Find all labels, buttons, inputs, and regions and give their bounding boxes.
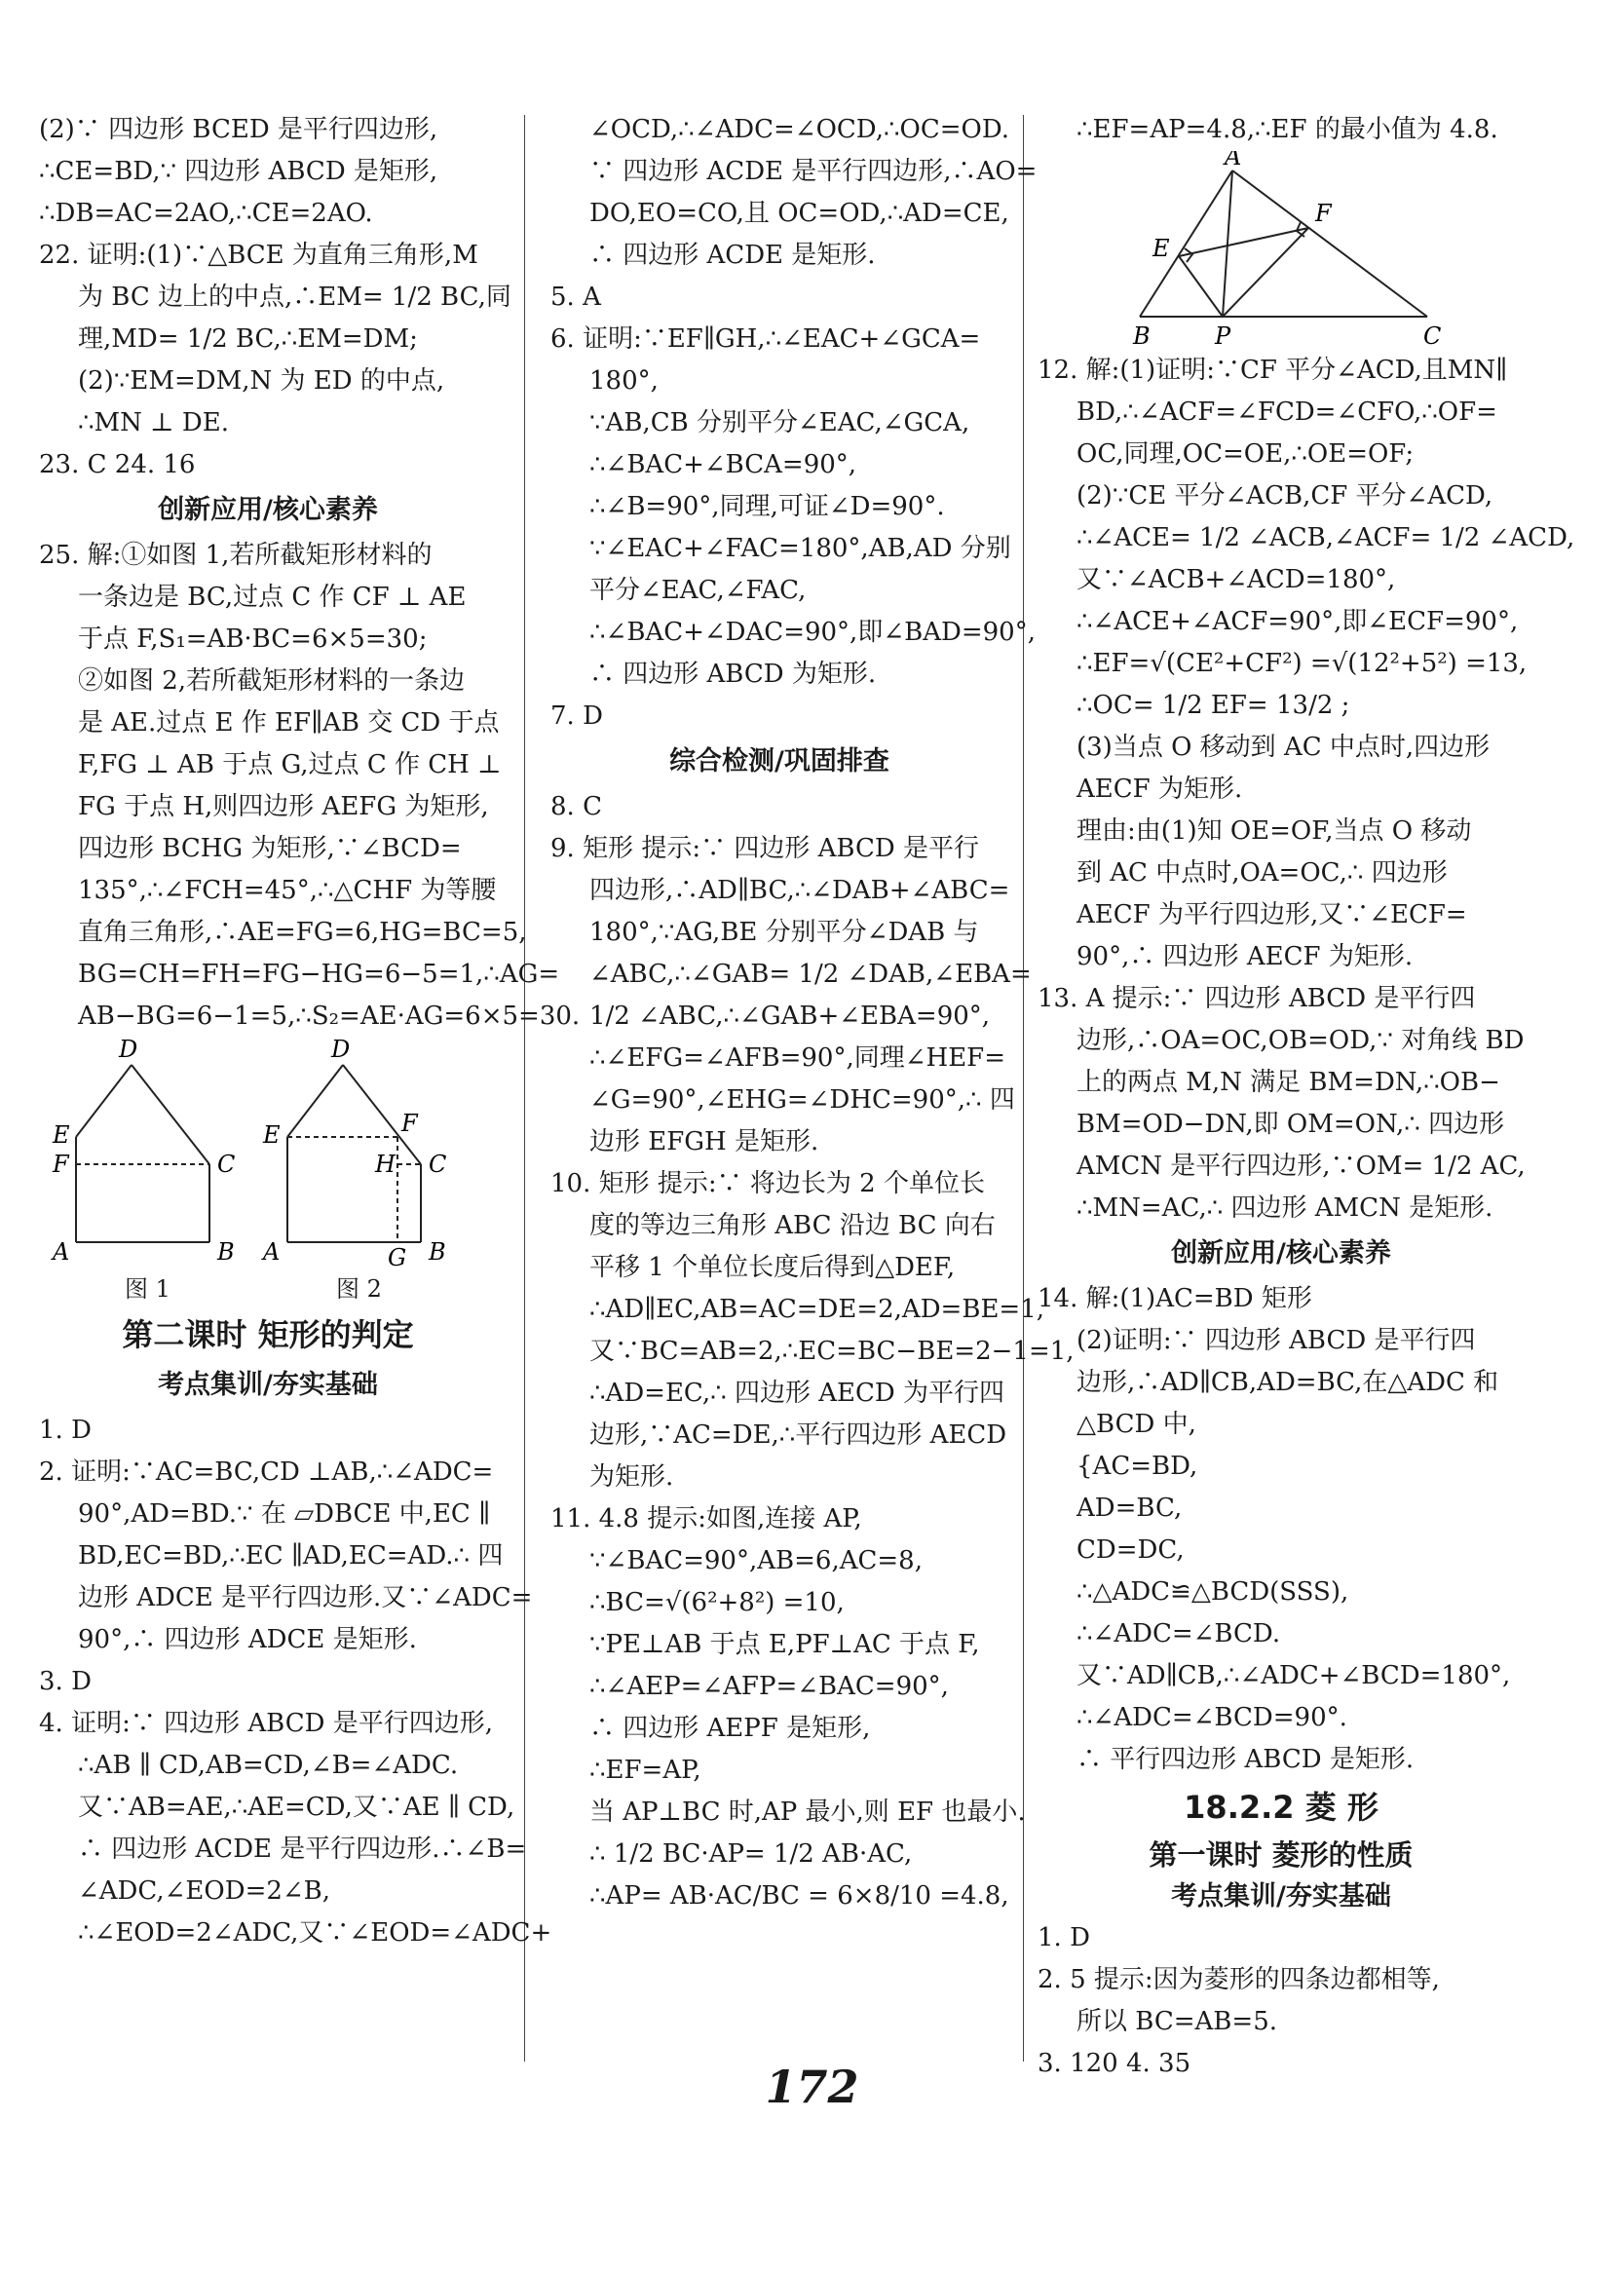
section-heading: 考点集训/夯实基础	[1171, 1881, 1391, 1911]
text-line: 90°,∴ 四边形 AECF 为矩形.	[1076, 942, 1414, 971]
text-line: 1. D	[39, 1416, 92, 1445]
text-line: 平移 1 个单位长度后得到△DEF,	[589, 1253, 956, 1282]
text-line: 1/2 ∠ABC,∴∠GAB+∠EBA=90°,	[589, 1002, 991, 1031]
column-divider-left	[524, 115, 525, 2062]
text-line: 90°,AD=BD.∵ 在 ▱DBCE 中,EC ∥	[78, 1499, 491, 1529]
text-line: ∴∠ADC=∠BCD=90°.	[1076, 1703, 1347, 1732]
text-line: BM=OD−DN,即 OM=ON,∴ 四边形	[1076, 1110, 1505, 1139]
fig2-label: H	[375, 1151, 396, 1178]
text-line: 23. C 24. 16	[39, 450, 196, 479]
text-line: 度的等边三角形 ABC 沿边 BC 向右	[589, 1211, 996, 1240]
text-line: ∠OCD,∴∠ADC=∠OCD,∴OC=OD.	[589, 115, 1010, 144]
text-line: AB−BG=6−1=5,∴S₂=AE·AG=6×5=30.	[78, 1002, 581, 1031]
text-line: ∴∠EOD=2∠ADC,又∵∠EOD=∠ADC+	[78, 1918, 552, 1948]
text-line: ∴OC= 1/2 EF= 13/2 ;	[1076, 691, 1350, 720]
text-line: ∵ 四边形 ACDE 是平行四边形,∴AO=	[589, 157, 1038, 186]
text-line: 边形,∴OA=OC,OB=OD,∵ 对角线 BD	[1076, 1026, 1525, 1055]
answer-block-4-7	[550, 109, 1038, 738]
fig2-label: D	[331, 1038, 351, 1063]
text-line: 4. 证明:∵ 四边形 ABCD 是平行四边形,	[39, 1709, 493, 1738]
text-line: 直角三角形,∴AE=FG=6,HG=BC=5,	[78, 918, 527, 947]
text-line: AMCN 是平行四边形,∵OM= 1/2 AC,	[1076, 1152, 1526, 1181]
text-line: 180°,∵AG,BE 分别平分∠DAB 与	[589, 918, 979, 947]
column-divider-right	[1023, 115, 1024, 2062]
text-line: 3. 120 4. 35	[1038, 2049, 1191, 2078]
text-line: 到 AC 中点时,OA=OC,∴ 四边形	[1076, 858, 1448, 888]
text-line: ∴ 平行四边形 ABCD 是矩形.	[1076, 1745, 1415, 1774]
text-line: (2)证明:∵ 四边形 ABCD 是平行四	[1076, 1326, 1476, 1355]
text-line: BG=CH=FH=FG−HG=6−5=1,∴AG=	[78, 960, 560, 989]
text-line: 边形,∴AD∥CB,AD=BC,在△ADC 和	[1076, 1368, 1499, 1397]
fig1-label: B	[217, 1238, 235, 1266]
answer-block-8-11	[550, 786, 1075, 1917]
text-line: 2. 证明:∵AC=BC,CD ⊥AB,∴∠ADC=	[39, 1457, 494, 1487]
text-line: AECF 为平行四边形,又∵∠ECF=	[1076, 900, 1467, 929]
answer-block-21-22	[39, 109, 511, 486]
text-line: 9. 矩形 提示:∵ 四边形 ABCD 是平行	[550, 834, 979, 863]
fig3-label: B	[1133, 322, 1151, 346]
text-line: ∴CE=BD,∵ 四边形 ABCD 是矩形,	[39, 157, 438, 186]
fig3-label: P	[1215, 322, 1231, 346]
figure-1	[76, 1065, 209, 1242]
fig3-label: E	[1152, 235, 1170, 262]
text-line: 边形,∵AC=DE,∴平行四边形 AECD	[589, 1420, 1007, 1450]
text-line: CD=DC,	[1076, 1535, 1185, 1565]
text-line: 四边形,∴AD∥BC,∴∠DAB+∠ABC=	[589, 876, 1010, 905]
chapter-title: 18.2.2 菱 形	[1184, 1789, 1379, 1826]
text-line: (2)∵CE 平分∠ACB,CF 平分∠ACD,	[1076, 481, 1493, 511]
text-line: ∴∠BAC+∠BCA=90°,	[589, 450, 857, 479]
text-line: ②如图 2,若所截矩形材料的一条边	[78, 666, 466, 696]
text-line: 11. 4.8 提示:如图,连接 AP,	[550, 1504, 862, 1533]
text-line: ∵∠EAC+∠FAC=180°,AB,AD 分别	[589, 534, 1011, 563]
fig1-label: A	[53, 1238, 70, 1266]
fig1-label: D	[119, 1038, 138, 1063]
figure-2-caption: 图 2	[336, 1275, 382, 1303]
text-line: AD=BC,	[1076, 1494, 1183, 1523]
text-line: ∠ABC,∴∠GAB= 1/2 ∠DAB,∠EBA=	[589, 960, 1032, 989]
fig3-label: F	[1315, 200, 1332, 227]
text-line: ∴ 1/2 BC·AP= 1/2 AB·AC,	[589, 1839, 913, 1869]
text-line: 理,MD= 1/2 BC,∴EM=DM;	[78, 324, 418, 354]
text-line: 又∵BC=AB=2,∴EC=BC−BE=2−1=1,	[589, 1337, 1075, 1366]
text-line: ∵∠BAC=90°,AB=6,AC=8,	[589, 1546, 923, 1575]
text-line: BD,∴∠ACF=∠FCD=∠CFO,∴OF=	[1076, 397, 1497, 427]
fig1-label: E	[53, 1121, 70, 1149]
text-line: ∴∠ACE+∠ACF=90°,即∠ECF=90°,	[1076, 607, 1519, 636]
text-line: ∴AP= AB·AC/BC = 6×8/10 =4.8,	[589, 1881, 1009, 1911]
text-line: ∠G=90°,∠EHG=∠DHC=90°,∴ 四	[589, 1085, 1015, 1115]
answer-block-12-13	[1038, 350, 1575, 1230]
text-line: 又∵AB=AE,∴AE=CD,又∵AE ∥ CD,	[78, 1793, 515, 1822]
text-line: ∴∠ADC=∠BCD.	[1076, 1619, 1281, 1648]
text-line: DO,EO=CO,且 OC=OD,∴AD=CE,	[589, 199, 1009, 228]
text-line: ∴∠ACE= 1/2 ∠ACB,∠ACF= 1/2 ∠ACD,	[1076, 523, 1575, 552]
text-line: 又∵∠ACB+∠ACD=180°,	[1076, 565, 1396, 594]
fig2-label: C	[429, 1151, 447, 1178]
text-line: 10. 矩形 提示:∵ 将边长为 2 个单位长	[550, 1169, 985, 1198]
text-line: ∴AD=EC,∴ 四边形 AECD 为平行四	[589, 1379, 1004, 1408]
text-line: ∴ 四边形 ACDE 是平行四边形.∴∠B=	[78, 1835, 527, 1864]
fig2-label: F	[401, 1110, 418, 1137]
text-line: 135°,∴∠FCH=45°,∴△CHF 为等腰	[78, 876, 497, 905]
text-line: (2)∵ 四边形 BCED 是平行四边形,	[39, 115, 438, 144]
text-line: 上的两点 M,N 满足 BM=DN,∴OB−	[1076, 1068, 1500, 1097]
fig2-label: E	[263, 1121, 281, 1149]
text-line: ∴△ADC≌△BCD(SSS),	[1076, 1577, 1349, 1607]
text-line: 边形 ADCE 是平行四边形.又∵∠ADC=	[78, 1583, 533, 1612]
text-line: 所以 BC=AB=5.	[1076, 2007, 1278, 2036]
text-line: 12. 解:(1)证明:∵CF 平分∠ACD,且MN∥	[1038, 356, 1508, 385]
text-line: ∵AB,CB 分别平分∠EAC,∠GCA,	[589, 408, 970, 437]
text-line: FG 于点 H,则四边形 AEFG 为矩形,	[78, 792, 489, 821]
text-line: 6. 证明:∵EF∥GH,∴∠EAC+∠GCA=	[550, 324, 981, 354]
text-line: 为矩形.	[589, 1462, 674, 1492]
fig1-label: F	[53, 1151, 69, 1178]
text-line: ∴EF=AP,	[589, 1756, 701, 1785]
text-line: AECF 为矩形.	[1076, 775, 1243, 804]
fig3-label: C	[1423, 322, 1442, 346]
text-line: BD,EC=BD,∴EC ∥AD,EC=AD.∴ 四	[78, 1541, 504, 1571]
text-line: 当 AP⊥BC 时,AP 最小,则 EF 也最小.	[589, 1798, 1026, 1827]
lesson-title: 第一课时 菱形的性质	[1149, 1838, 1414, 1872]
text-line: 14. 解:(1)AC=BD 矩形	[1038, 1284, 1312, 1313]
section-heading: 考点集训/夯实基础	[158, 1370, 378, 1400]
text-line: 平分∠EAC,∠FAC,	[589, 576, 807, 605]
section-heading: 创新应用/核心素养	[158, 495, 378, 525]
answer-block-14	[1038, 1278, 1525, 1781]
text-line: 7. D	[550, 701, 603, 731]
text-line: ∠ADC,∠EOD=2∠B,	[78, 1876, 331, 1906]
text-line: ∴EF=AP=4.8,∴EF 的最小值为 4.8.	[1076, 115, 1498, 144]
page-number: 172	[765, 2061, 859, 2113]
text-line: 8. C	[550, 792, 602, 821]
text-line: ∴∠B=90°,同理,可证∠D=90°.	[589, 492, 945, 521]
text-line: ∴AD∥EC,AB=AC=DE=2,AD=BE=1,	[589, 1295, 1045, 1324]
text-line: 1. D	[1038, 1923, 1090, 1952]
text-line: ∴ 四边形 ABCD 为矩形.	[589, 660, 877, 689]
figure-triangle	[1038, 151, 1525, 346]
text-line: 理由:由(1)知 OE=OF,当点 O 移动	[1076, 816, 1472, 846]
text-line: 13. A 提示:∵ 四边形 ABCD 是平行四	[1038, 984, 1476, 1013]
text-line: 2. 5 提示:因为菱形的四条边都相等,	[1038, 1965, 1440, 1994]
section-heading: 综合检测/巩固排查	[669, 746, 889, 776]
text-line: {AC=BD,	[1076, 1452, 1198, 1481]
text-line: 四边形 BCHG 为矩形,∵∠BCD=	[78, 834, 462, 863]
text-line: 为 BC 边上的中点,∴EM= 1/2 BC,同	[78, 283, 511, 312]
text-line: ∴BC=√(6²+8²) =10,	[589, 1588, 845, 1617]
figures-1-2	[39, 1038, 497, 1271]
fig3-label: A	[1225, 151, 1242, 170]
text-line: ∴DB=AC=2AO,∴CE=2AO.	[39, 199, 373, 228]
text-line: ∴MN=AC,∴ 四边形 AMCN 是矩形.	[1076, 1193, 1493, 1223]
text-line: 一条边是 BC,过点 C 作 CF ⊥ AE	[78, 583, 467, 612]
text-line: (3)当点 O 移动到 AC 中点时,四边形	[1076, 733, 1491, 762]
answer-block-1-4	[39, 1410, 552, 1954]
figure-2	[287, 1065, 421, 1242]
fig2-label: B	[429, 1238, 446, 1266]
text-line: ∴AB ∥ CD,AB=CD,∠B=∠ADC.	[78, 1751, 459, 1780]
text-line: ∴ 四边形 ACDE 是矩形.	[589, 241, 876, 270]
text-line: ∴∠AEP=∠AFP=∠BAC=90°,	[589, 1672, 949, 1701]
text-line: ∴ 四边形 AEPF 是矩形,	[589, 1714, 871, 1743]
text-line: ∴∠EFG=∠AFB=90°,同理∠HEF=	[589, 1043, 1006, 1073]
text-line: ∴MN ⊥ DE.	[78, 408, 229, 437]
text-line: (2)∵EM=DM,N 为 ED 的中点,	[78, 366, 445, 396]
text-line: 22. 证明:(1)∵△BCE 为直角三角形,M	[39, 241, 478, 270]
text-line: ∵PE⊥AB 于点 E,PF⊥AC 于点 F,	[589, 1630, 980, 1659]
column-right	[1038, 109, 1575, 2078]
fig2-label: G	[388, 1244, 407, 1271]
figure-1-caption: 图 1	[125, 1275, 170, 1303]
text-line: ∴EF=√(CE²+CF²) =√(12²+5²) =13,	[1076, 649, 1528, 678]
text-line: 90°,∴ 四边形 ADCE 是矩形.	[78, 1625, 417, 1654]
text-line: 边形 EFGH 是矩形.	[589, 1127, 819, 1156]
text-line: 又∵AD∥CB,∴∠ADC+∠BCD=180°,	[1076, 1661, 1511, 1690]
text-line: ∴∠BAC+∠DAC=90°,即∠BAD=90°,	[589, 618, 1036, 647]
text-line: 3. D	[39, 1667, 92, 1696]
text-line: △BCD 中,	[1076, 1410, 1196, 1439]
fig2-label: A	[263, 1238, 281, 1266]
text-line: OC,同理,OC=OE,∴OE=OF;	[1076, 439, 1415, 469]
section-heading: 创新应用/核心素养	[1171, 1238, 1391, 1268]
fig1-label: C	[217, 1151, 236, 1178]
text-line: F,FG ⊥ AB 于点 G,过点 C 作 CH ⊥	[78, 750, 502, 779]
text-line: 是 AE.过点 E 作 EF∥AB 交 CD 于点	[78, 708, 500, 738]
text-line: 25. 解:①如图 1,若所截矩形材料的	[39, 541, 433, 570]
lesson-title: 第二课时 矩形的判定	[122, 1316, 414, 1353]
text-line: 5. A	[550, 283, 601, 312]
text-line: 180°,	[589, 366, 659, 396]
text-line: 于点 F,S₁=AB·BC=6×5=30;	[78, 625, 428, 654]
